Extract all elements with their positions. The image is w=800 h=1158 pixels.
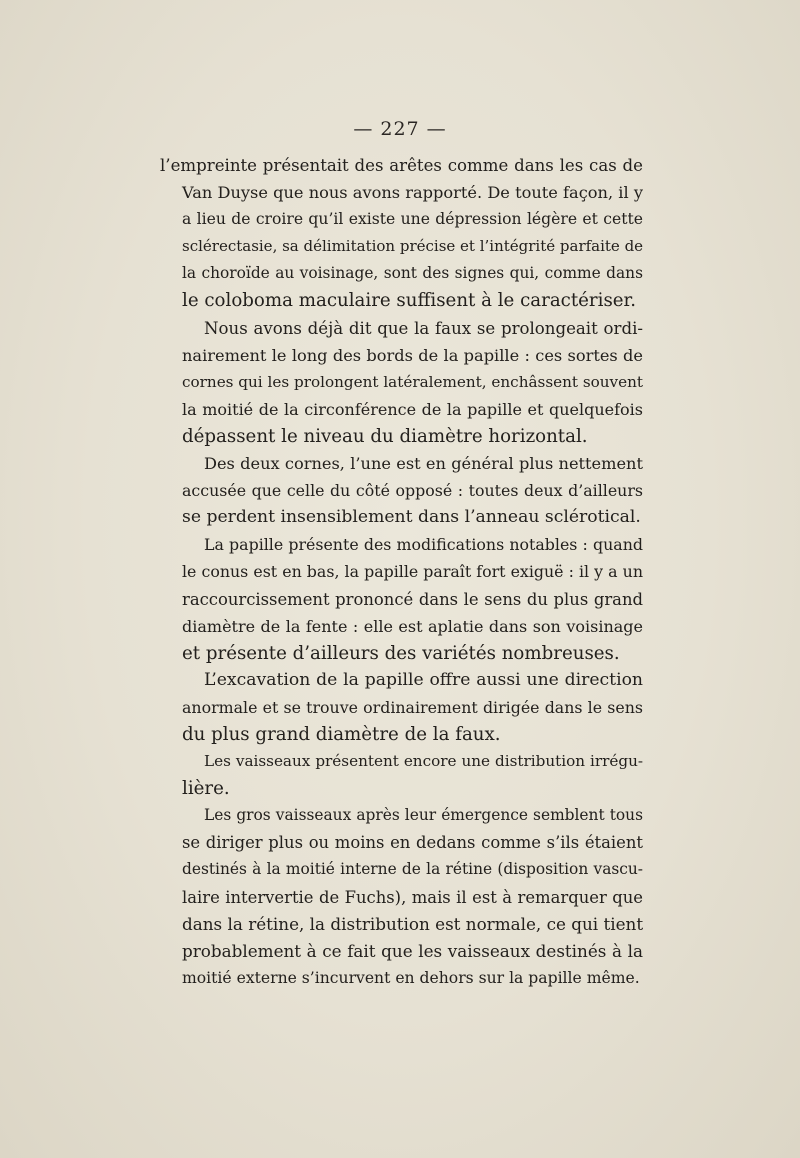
text-line: diamètre de la fente : elle est aplatie dans son voisinage: [182, 616, 643, 636]
text-line: le coloboma maculaire suffisent à le caractériser.: [182, 290, 637, 312]
paragraph: [160, 667, 643, 748]
text-line: La papille présente des modifications notables : quand: [204, 535, 643, 555]
text-line: l’empreinte présentait des arêtes comme dans les cas de: [160, 156, 643, 175]
text-line: probablement à ce fait que les vaisseaux destinés à la: [182, 940, 643, 961]
text-line: la choroïde au voisinage, sont des signes qui, comme dans: [182, 264, 643, 283]
text-line: se diriger plus ou moins en dedans comme s’ils étaient: [182, 833, 643, 853]
paragraph: [160, 531, 643, 666]
text-line: nairement le long des bords de la papille : ces sortes de: [182, 345, 643, 365]
text-line: Des deux cornes, l’une est en général plus nettement: [204, 454, 643, 474]
text-line: Nous avons déjà dit que la faux se prolongeait ordi-: [204, 318, 643, 338]
text-line: accusée que celle du côté opposé : toutes deux d’ailleurs: [182, 481, 643, 501]
text-line: dans la rétine, la distribution est normale, ce qui tient: [182, 913, 644, 934]
text-line: le conus est en bas, la papille paraît fort exiguë : il y a un: [182, 562, 643, 582]
text-line: Les gros vaisseaux après leur émergence semblent tous: [204, 806, 643, 825]
text-line: se perdent insensiblement dans l’anneau sclérotical.: [182, 507, 641, 528]
text-line: Van Duyse que nous avons rapporté. De toute façon, il y: [182, 183, 643, 203]
text-line: dépassent le niveau du diamètre horizontal.: [182, 425, 588, 447]
body-text: [160, 152, 643, 992]
paragraph: [160, 802, 643, 992]
page-number: — 227 —: [353, 118, 447, 140]
paragraph: [160, 450, 643, 531]
text-line: cornes qui les prolongent latéralement, enchâssent souvent: [182, 372, 643, 391]
paragraph: [160, 152, 643, 315]
text-line: anormale et se trouve ordinairement dirigée dans le sens: [182, 697, 643, 717]
paragraph: [160, 315, 643, 450]
text-line: et présente d’ailleurs des variétés nombreuses.: [182, 642, 620, 664]
text-line: lière.: [182, 778, 230, 800]
text-line: du plus grand diamètre de la faux.: [182, 723, 501, 745]
text-line: raccourcissement prononcé dans le sens du plus grand: [182, 589, 643, 609]
text-line: moitié externe s’incurvent en dehors sur la papille même.: [182, 968, 640, 987]
text-line: a lieu de croire qu’il existe une dépression légère et cette: [182, 210, 643, 229]
text-line: sclérectasie, sa délimitation précise et l’intégrité parfaite de: [182, 237, 644, 256]
text-line: laire intervertie de Fuchs), mais il est à remarquer que: [182, 887, 643, 907]
text-line: destinés à la moitié interne de la rétine (disposition vascu-: [182, 860, 643, 879]
paragraph: [160, 748, 643, 802]
text-line: L’excavation de la papille offre aussi une direction: [204, 669, 643, 690]
text-line: Les vaisseaux présentent encore une distribution irrégu-: [204, 752, 643, 771]
text-line: la moitié de la circonférence de la papille et quelquefois: [182, 399, 643, 419]
